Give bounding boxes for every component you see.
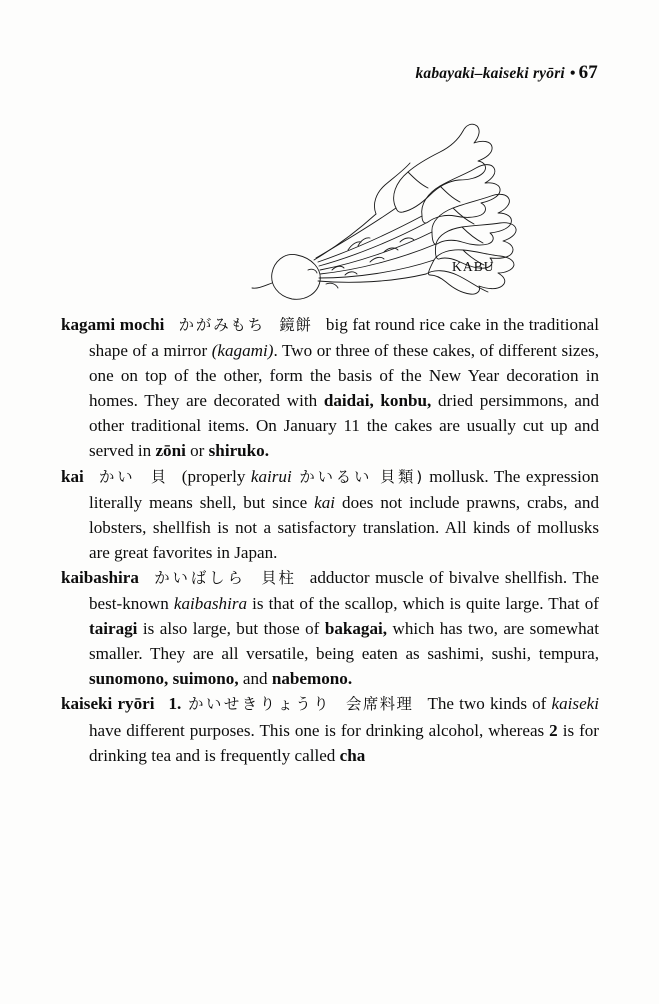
entry-text-bold: 2 — [549, 720, 558, 740]
entry-kanji: 貝 — [149, 467, 168, 486]
entry-kai — [61, 464, 599, 565]
entry-kaibashira — [61, 565, 599, 691]
entry-headword: kaiseki ryōri — [61, 694, 155, 714]
entry-text-bold: cha — [339, 745, 366, 765]
figure-caption: KABU — [452, 259, 495, 274]
dictionary-entries — [61, 312, 599, 768]
entry-kagami-mochi — [61, 312, 599, 464]
entry-kana: かいせきりょうり — [187, 695, 332, 714]
entry-kanji: 会席料理 — [345, 695, 414, 714]
entry-text-italic: (kagami) — [211, 341, 274, 361]
entry-text-roman: big fat round rice cake in the traditional shape of a mirror — [89, 315, 599, 361]
entry-text-roman: which has two, are somewhat smaller. They are all versatile, being eaten as sashimi, sushi, tempura, — [89, 619, 599, 664]
entry-kana: かいばしら — [152, 568, 246, 587]
entry-text-roman: adductor muscle of bivalve shellfish. The best-known — [89, 567, 599, 614]
entry-kana: かい — [97, 467, 136, 486]
entry-text-bold: zōni — [155, 441, 186, 461]
entry-text-roman: is for drinking tea and is frequently called — [89, 720, 599, 765]
entry-text-japanese: かいるい 貝類) — [291, 467, 424, 486]
entry-headword: kagami mochi — [61, 315, 165, 334]
entry-text-roman: or — [185, 441, 209, 461]
entry-text-roman: . Two or three of these cakes, of different sizes, one on top of the other, form the basis of the New Year decoration in homes. They are decorated with — [89, 341, 599, 411]
entry-text-bold: nabemono. — [271, 669, 353, 689]
running-head-title: kabayaki–kaiseki ryōri — [415, 65, 565, 82]
entry-text-bold: sunomono, suimono, — [89, 669, 239, 689]
entry-text-italic: kaibashira — [173, 594, 248, 614]
entry-text-roman: is that of the scallop, which is quite large. That of — [247, 594, 599, 614]
entry-text-roman: and — [238, 669, 272, 689]
entry-text-roman: (properly — [181, 466, 251, 486]
entry-kanji: 鏡餅 — [279, 316, 312, 334]
entry-text-italic: kairui — [250, 466, 292, 486]
entry-text-bold: tairagi — [89, 619, 138, 639]
entry-kanji: 貝柱 — [259, 568, 296, 587]
entry-text-roman: The two kinds of — [427, 694, 552, 714]
entry-text-bold: shiruko. — [208, 441, 269, 461]
entry-text-italic: kai — [314, 492, 336, 512]
entry-sense-number: 1. — [168, 694, 182, 714]
entry-text-italic: kaiseki — [551, 694, 599, 714]
entry-text-roman: mollusk. The expression literally means shell, but since — [89, 466, 599, 512]
entry-headword: kaibashira — [61, 567, 139, 587]
entry-kaiseki-ryori — [61, 691, 599, 767]
entry-text-bold: bakagai, — [324, 619, 388, 639]
entry-text-roman: does not include prawns, crabs, and lobsters, shellfish is not a satisfactory translation. All kinds of mollusks are great favorites in Japan. — [89, 492, 599, 562]
entry-text-roman: dried persimmons, and other traditional items. On January 11 the cakes are usually cut up and served in — [89, 391, 599, 461]
running-head-separator: • — [569, 65, 576, 82]
page-number: 67 — [578, 62, 598, 83]
entry-text-roman: have different purposes. This one is for drinking alcohol, whereas — [89, 720, 550, 740]
entry-text-roman: is also large, but those of — [137, 619, 325, 639]
entry-text-bold: daidai, konbu, — [323, 391, 432, 411]
running-head — [415, 62, 598, 84]
entry-headword: kai — [61, 466, 84, 486]
entry-kana: かがみもち — [178, 316, 266, 334]
